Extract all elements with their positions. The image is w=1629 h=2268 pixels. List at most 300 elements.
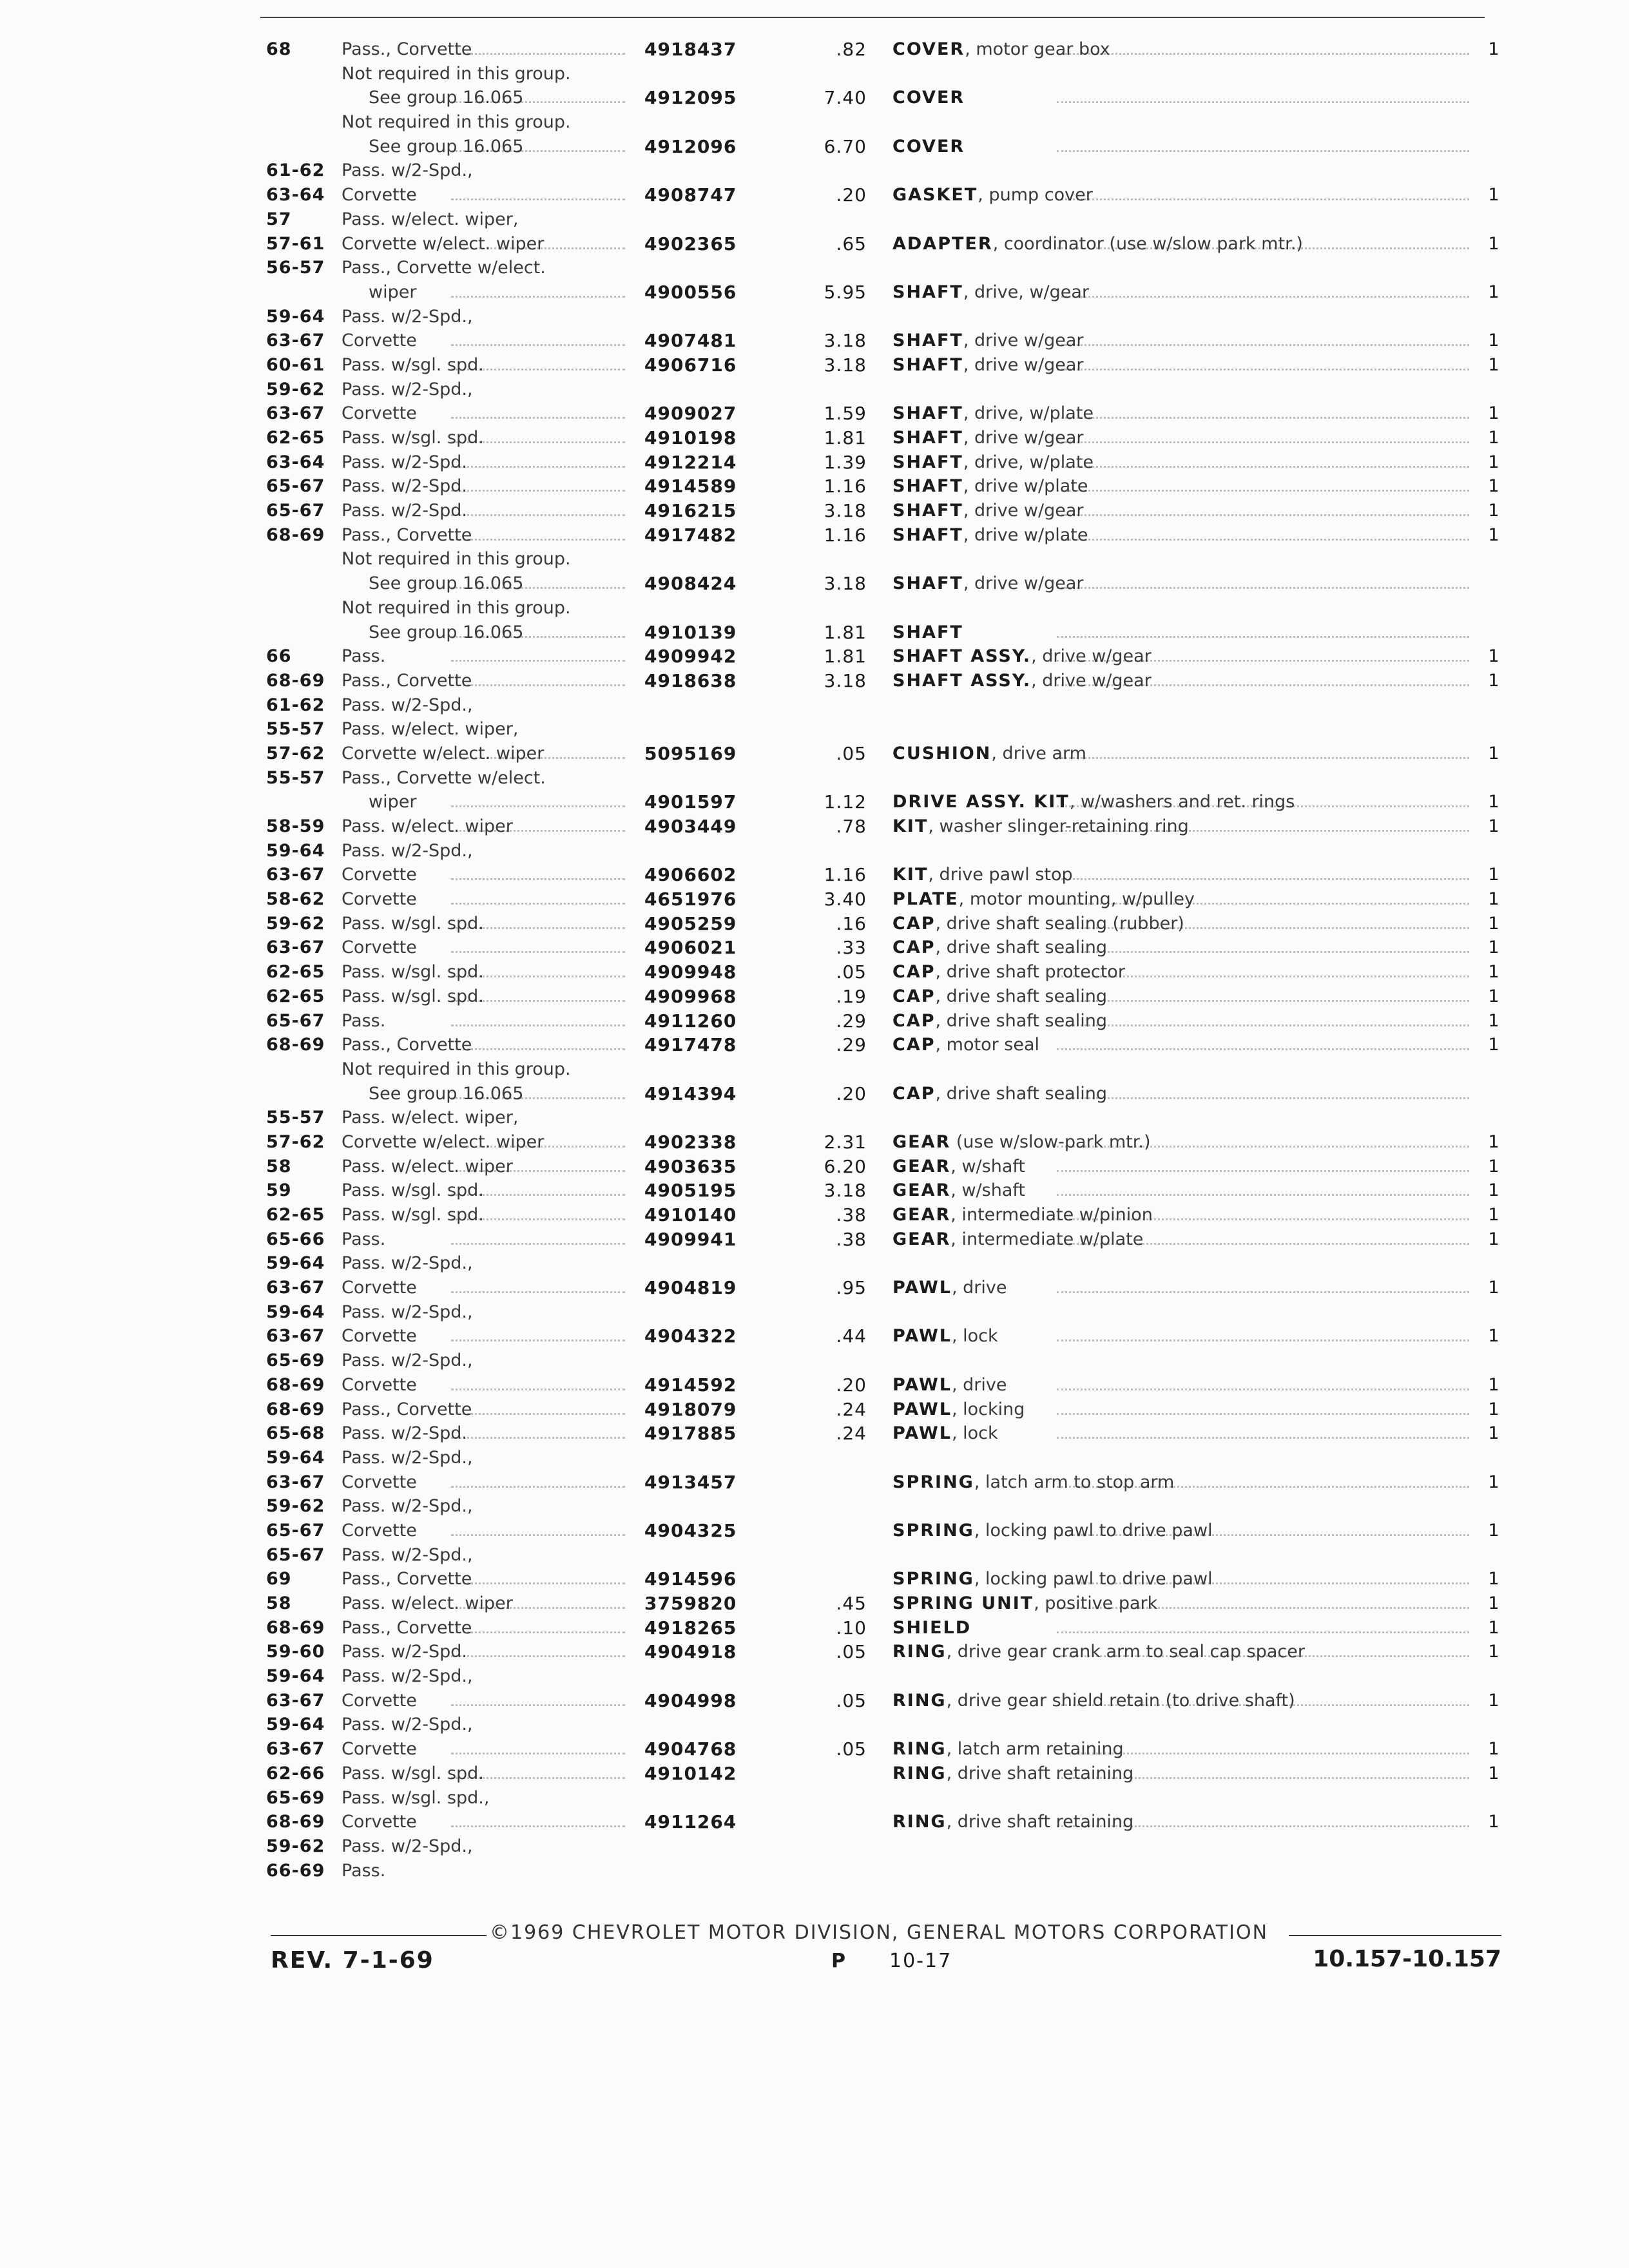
list-price: 5.95	[824, 281, 867, 303]
part-description	[892, 426, 1447, 450]
part-name: SHAFT	[892, 573, 963, 594]
table-row	[0, 742, 1629, 766]
model-years: 59-64	[266, 1715, 325, 1735]
part-detail: , drive shaft sealing (rubber)	[935, 913, 1184, 934]
table-row	[0, 1373, 1629, 1398]
list-price: .29	[836, 1034, 867, 1056]
table-row	[0, 1446, 1629, 1470]
model-application: Pass. w/elect. wiper	[342, 1156, 513, 1177]
list-price: 7.40	[824, 87, 867, 109]
model-years: 62-65	[266, 986, 325, 1006]
table-row	[0, 1713, 1629, 1737]
list-price: .65	[836, 233, 867, 255]
part-detail: , drive w/gear	[1031, 670, 1152, 691]
part-name: RING	[892, 1642, 947, 1662]
part-detail: , w/shaft	[950, 1180, 1025, 1201]
list-price: .44	[836, 1325, 867, 1347]
table-row	[0, 1567, 1629, 1591]
list-price: .20	[836, 1374, 867, 1396]
list-price: 1.81	[824, 427, 867, 448]
part-number: 4918437	[644, 39, 737, 60]
part-number: 4914394	[644, 1082, 737, 1104]
part-description	[892, 450, 1447, 475]
model-application: Pass. w/sgl. spd.	[342, 1763, 484, 1783]
model-application: Pass. w/2-Spd.	[342, 1423, 468, 1444]
part-number: 4902338	[644, 1131, 737, 1153]
quantity: 1	[1488, 937, 1499, 958]
part-detail: , drive shaft sealing	[935, 1010, 1107, 1031]
list-price: 3.18	[824, 1180, 867, 1202]
part-description	[892, 1689, 1447, 1713]
model-application: Pass. w/2-Spd.,	[342, 306, 473, 327]
model-application: Corvette	[342, 1520, 417, 1541]
part-number: 4904918	[644, 1641, 737, 1663]
model-application: Not required in this group.	[342, 63, 571, 84]
quantity: 1	[1488, 1569, 1499, 1590]
table-row	[0, 62, 1629, 86]
part-number: 4910142	[644, 1762, 737, 1784]
table-row	[0, 110, 1629, 135]
quantity: 1	[1488, 1399, 1499, 1419]
part-detail: , drive w/gear	[963, 573, 1084, 594]
quantity: 1	[1488, 1690, 1499, 1711]
part-name: PAWL	[892, 1326, 952, 1347]
quantity: 1	[1488, 1812, 1499, 1832]
model-years: 63-67	[266, 1278, 325, 1298]
quantity: 1	[1488, 1035, 1499, 1055]
part-name: SHAFT	[892, 331, 963, 351]
model-application: Corvette	[342, 1690, 417, 1711]
part-name: RING	[892, 1690, 947, 1711]
model-years: 63-67	[266, 1739, 325, 1760]
part-description	[892, 912, 1447, 936]
table-row	[0, 280, 1629, 305]
part-description	[892, 620, 1447, 645]
model-application: Corvette	[342, 185, 417, 206]
part-detail: , latch arm to stop arm	[974, 1472, 1175, 1492]
table-row	[0, 547, 1629, 572]
model-years: 61-62	[266, 695, 325, 715]
model-application: Pass. w/2-Spd.	[342, 452, 468, 472]
table-row	[0, 1859, 1629, 1883]
table-row	[0, 305, 1629, 329]
model-application: Pass. w/elect. wiper	[342, 1593, 513, 1613]
quantity: 1	[1488, 1156, 1499, 1177]
model-years: 59-64	[266, 306, 325, 327]
model-application: Not required in this group.	[342, 549, 571, 570]
section-number: 10.157-10.157	[1313, 1946, 1501, 1972]
part-number: 4911264	[644, 1811, 737, 1833]
part-detail: , motor seal	[935, 1035, 1039, 1055]
model-application: Pass., Corvette	[342, 670, 472, 691]
list-price: 3.18	[824, 573, 867, 595]
list-price: 3.18	[824, 669, 867, 691]
part-name: COVER	[892, 88, 965, 108]
quantity: 1	[1488, 1642, 1499, 1662]
part-name: GASKET	[892, 185, 978, 206]
part-name: RING	[892, 1739, 947, 1760]
model-application: Pass. w/2-Spd.,	[342, 379, 473, 399]
part-description	[892, 1203, 1447, 1227]
part-description	[892, 1591, 1447, 1616]
part-description	[892, 1616, 1447, 1640]
part-number: 4900556	[644, 281, 737, 303]
part-detail: , coordinator (use w/slow park mtr.)	[992, 233, 1303, 254]
model-application: Pass. w/2-Spd.,	[342, 160, 473, 181]
quantity: 1	[1488, 1739, 1499, 1760]
part-detail: , w/washers and ret. rings	[1069, 792, 1295, 812]
part-number: 4912095	[644, 87, 737, 109]
list-price: 6.20	[824, 1155, 867, 1177]
table-row	[0, 936, 1629, 960]
table-row	[0, 1398, 1629, 1422]
part-number: 4910140	[644, 1204, 737, 1225]
part-description	[892, 1009, 1447, 1033]
part-detail: , locking pawl to drive pawl	[974, 1569, 1213, 1590]
list-price: .20	[836, 184, 867, 206]
part-number: 4918265	[644, 1617, 737, 1639]
part-description	[892, 1227, 1447, 1252]
model-application: Pass. w/2-Spd.,	[342, 1666, 473, 1687]
table-row	[0, 1324, 1629, 1349]
model-years: 63-67	[266, 937, 325, 958]
model-years: 59-64	[266, 1253, 325, 1274]
model-application: Corvette	[342, 1812, 417, 1832]
part-description	[892, 1130, 1447, 1155]
model-application: Pass. w/sgl. spd.	[342, 913, 484, 934]
table-row	[0, 717, 1629, 742]
part-description	[892, 1421, 1447, 1446]
list-price: 1.16	[824, 524, 867, 546]
table-row	[0, 1276, 1629, 1300]
part-name: COVER	[892, 39, 965, 59]
part-description	[892, 572, 1447, 596]
part-name: CAP	[892, 1035, 936, 1055]
part-number: 5095169	[644, 742, 737, 764]
part-name: CAP	[892, 913, 936, 934]
part-name: PAWL	[892, 1399, 952, 1419]
model-application: Corvette	[342, 403, 417, 424]
part-description	[892, 1640, 1447, 1664]
part-name: CUSHION	[892, 743, 992, 764]
part-detail: , drive w/gear	[1031, 646, 1152, 667]
part-number: 4918079	[644, 1398, 737, 1420]
model-application: Pass. w/sgl. spd.	[342, 428, 484, 448]
model-years: 57-62	[266, 743, 325, 764]
model-application: Pass. w/sgl. spd.,	[342, 1787, 490, 1808]
part-description	[892, 936, 1447, 960]
table-row	[0, 1057, 1629, 1082]
part-number: 4902365	[644, 233, 737, 255]
table-row	[0, 378, 1629, 402]
parts-table	[0, 37, 1629, 1883]
part-name: DRIVE ASSY. KIT	[892, 792, 1070, 812]
model-years: 63-67	[266, 865, 325, 885]
part-number: 4905195	[644, 1180, 737, 1202]
model-application: Corvette	[342, 1472, 417, 1492]
part-description	[892, 1082, 1447, 1106]
model-application: Pass. w/2-Spd.	[342, 501, 468, 521]
table-row	[0, 1251, 1629, 1276]
model-years: 62-65	[266, 428, 325, 448]
part-description	[892, 1324, 1447, 1349]
model-years: 65-66	[266, 1229, 325, 1249]
model-years: 66-69	[266, 1860, 325, 1881]
list-price: .82	[836, 39, 867, 60]
part-number: 4903449	[644, 816, 737, 837]
list-price: 1.16	[824, 476, 867, 497]
part-name: SHAFT	[892, 354, 963, 375]
quantity: 1	[1488, 1229, 1499, 1249]
model-application: Pass., Corvette	[342, 1617, 472, 1638]
model-years: 58	[266, 1156, 292, 1177]
model-years: 63-67	[266, 331, 325, 351]
model-years: 59-62	[266, 379, 325, 399]
table-row	[0, 790, 1629, 814]
list-price: .05	[836, 1689, 867, 1711]
quantity: 1	[1488, 1472, 1499, 1492]
quantity: 1	[1488, 185, 1499, 206]
table-row	[0, 1227, 1629, 1252]
model-application: Pass. w/elect. wiper	[342, 816, 513, 836]
part-detail: , locking pawl to drive pawl	[974, 1520, 1213, 1541]
list-price: .24	[836, 1423, 867, 1445]
list-price: .45	[836, 1593, 867, 1614]
table-row	[0, 1009, 1629, 1033]
model-years: 56-57	[266, 258, 325, 278]
part-number: 4906602	[644, 864, 737, 886]
part-name: SHAFT	[892, 476, 963, 497]
table-row	[0, 1349, 1629, 1373]
part-name: GEAR	[892, 1156, 951, 1177]
part-number: 4909948	[644, 961, 737, 983]
part-description	[892, 474, 1447, 499]
list-price: 3.40	[824, 889, 867, 910]
quantity: 1	[1488, 354, 1499, 375]
model-application: See group 16.065	[369, 88, 524, 108]
table-row	[0, 1689, 1629, 1713]
table-row	[0, 960, 1629, 985]
part-description	[892, 1178, 1447, 1203]
part-name: SHAFT ASSY.	[892, 646, 1032, 667]
part-detail: , washer slinger-retaining ring	[928, 816, 1189, 836]
list-price: .29	[836, 1010, 867, 1032]
model-years: 58-59	[266, 816, 325, 836]
list-price: .05	[836, 1641, 867, 1663]
part-description	[892, 1470, 1447, 1495]
footer-rule-right	[1289, 1935, 1501, 1936]
part-number: 4909968	[644, 985, 737, 1007]
part-detail: , motor mounting, w/pulley	[958, 889, 1195, 910]
model-years: 55-57	[266, 719, 325, 740]
footer-rule-left	[271, 1935, 487, 1936]
part-description	[892, 401, 1447, 426]
part-description	[892, 353, 1447, 378]
part-description	[892, 523, 1447, 548]
part-number: 4904998	[644, 1689, 737, 1711]
model-years: 68-69	[266, 524, 325, 545]
list-price: 2.31	[824, 1131, 867, 1153]
quantity: 1	[1488, 233, 1499, 254]
model-application: Pass. w/sgl. spd.	[342, 1205, 484, 1225]
model-years: 66	[266, 646, 292, 667]
part-number: 3759820	[644, 1593, 737, 1614]
quantity: 1	[1488, 913, 1499, 934]
model-application: Pass. w/sgl. spd.	[342, 354, 484, 375]
quantity: 1	[1488, 792, 1499, 812]
part-number: 4909942	[644, 646, 737, 668]
model-application: Pass., Corvette w/elect.	[342, 767, 546, 788]
part-number: 4905259	[644, 912, 737, 934]
part-name: SPRING	[892, 1569, 974, 1590]
model-years: 68-69	[266, 1617, 325, 1638]
part-number: 4904325	[644, 1519, 737, 1541]
part-description	[892, 1398, 1447, 1422]
model-years: 65-68	[266, 1423, 325, 1444]
list-price: .19	[836, 985, 867, 1007]
part-name: CAP	[892, 1010, 936, 1031]
model-years: 59-62	[266, 1496, 325, 1517]
part-name: PLATE	[892, 889, 959, 910]
quantity: 1	[1488, 501, 1499, 521]
part-name: SHAFT	[892, 622, 963, 642]
table-row	[0, 669, 1629, 693]
part-detail: , drive shaft retaining	[946, 1763, 1134, 1783]
part-description	[892, 135, 1447, 159]
quantity: 1	[1488, 816, 1499, 836]
table-row	[0, 183, 1629, 207]
model-years: 68-69	[266, 1035, 325, 1055]
part-number: 4904819	[644, 1277, 737, 1299]
model-application: See group 16.065	[369, 622, 524, 642]
table-row	[0, 620, 1629, 645]
part-name: GEAR	[892, 1180, 951, 1201]
part-name: RING	[892, 1763, 947, 1783]
part-detail: , drive shaft sealing	[935, 937, 1107, 958]
model-application: Pass.	[342, 1010, 386, 1031]
model-application: Pass. w/sgl. spd.	[342, 1180, 484, 1201]
list-price: 1.81	[824, 646, 867, 668]
table-row	[0, 985, 1629, 1009]
table-row	[0, 839, 1629, 863]
model-years: 63-67	[266, 403, 325, 424]
model-application: Pass. w/2-Spd.,	[342, 1544, 473, 1565]
quantity: 1	[1488, 1278, 1499, 1298]
part-detail: , lock	[951, 1326, 998, 1347]
quantity: 1	[1488, 1374, 1499, 1395]
part-name: ADAPTER	[892, 233, 993, 254]
list-price: .33	[836, 937, 867, 959]
model-years: 58	[266, 1593, 292, 1613]
part-number: 4912214	[644, 451, 737, 473]
list-price: .24	[836, 1398, 867, 1420]
part-name: CAP	[892, 986, 936, 1006]
part-description	[892, 280, 1447, 305]
list-price: 1.16	[824, 864, 867, 886]
part-name: GEAR	[892, 1229, 951, 1249]
table-row	[0, 693, 1629, 718]
part-detail: , w/shaft	[950, 1156, 1025, 1177]
list-price: 6.70	[824, 135, 867, 157]
part-name: GEAR	[892, 1205, 951, 1225]
model-application: See group 16.065	[369, 136, 524, 157]
table-row	[0, 499, 1629, 523]
table-row	[0, 1300, 1629, 1325]
part-number: 4651976	[644, 889, 737, 910]
part-description	[892, 183, 1447, 207]
model-years: 68-69	[266, 1399, 325, 1419]
model-years: 61-62	[266, 160, 325, 181]
part-detail: , drive gear shield retain (to drive shaft)	[946, 1690, 1295, 1711]
part-detail: , intermediate w/pinion	[950, 1205, 1153, 1225]
model-years: 57-62	[266, 1131, 325, 1152]
part-name: SHAFT	[892, 501, 963, 521]
model-application: Corvette	[342, 1739, 417, 1760]
quantity: 1	[1488, 1010, 1499, 1031]
part-detail: , pump cover	[978, 185, 1093, 206]
quantity: 1	[1488, 743, 1499, 764]
list-price: 3.18	[824, 500, 867, 522]
part-detail: (use w/slow-park mtr.)	[950, 1131, 1151, 1152]
table-row	[0, 596, 1629, 620]
model-application: Pass. w/2-Spd.,	[342, 840, 473, 861]
table-row	[0, 1082, 1629, 1106]
list-price: .20	[836, 1082, 867, 1104]
part-number: 4903635	[644, 1155, 737, 1177]
model-years: 69	[266, 1569, 292, 1590]
table-row	[0, 1737, 1629, 1762]
part-description	[892, 814, 1447, 839]
part-name: CAP	[892, 962, 936, 983]
part-description	[892, 329, 1447, 353]
part-detail: , drive	[951, 1374, 1007, 1395]
part-number: 4917482	[644, 524, 737, 546]
part-description	[892, 1519, 1447, 1543]
part-description	[892, 644, 1447, 669]
model-application: Pass. w/sgl. spd.	[342, 986, 484, 1006]
list-price: .78	[836, 816, 867, 837]
part-description	[892, 960, 1447, 985]
table-row	[0, 1810, 1629, 1834]
list-price: .38	[836, 1204, 867, 1225]
copyright-notice: ©1969 CHEVROLET MOTOR DIVISION, GENERAL MOTORS CORPORATION	[490, 1921, 1269, 1944]
part-number: 4911260	[644, 1010, 737, 1032]
model-application: Corvette w/elect. wiper	[342, 1131, 545, 1152]
model-application: Corvette	[342, 1326, 417, 1347]
table-row	[0, 1203, 1629, 1227]
part-detail: , drive shaft retaining	[946, 1812, 1134, 1832]
part-detail: , drive w/gear	[963, 354, 1084, 375]
quantity: 1	[1488, 1617, 1499, 1638]
part-description	[892, 1737, 1447, 1762]
part-name: RING	[892, 1812, 947, 1832]
list-price: 1.81	[824, 621, 867, 643]
model-application: wiper	[369, 282, 417, 302]
model-application: Pass., Corvette	[342, 1569, 472, 1590]
model-years: 59-64	[266, 1302, 325, 1322]
quantity: 1	[1488, 403, 1499, 424]
model-years: 59-62	[266, 913, 325, 934]
quantity: 1	[1488, 476, 1499, 497]
quantity: 1	[1488, 1180, 1499, 1201]
table-row	[0, 887, 1629, 912]
part-detail: , intermediate w/plate	[950, 1229, 1144, 1249]
model-application: Pass. w/2-Spd.,	[342, 695, 473, 715]
part-name: SHAFT	[892, 524, 963, 545]
model-application: Pass. w/2-Spd.,	[342, 1715, 473, 1735]
table-row	[0, 1106, 1629, 1130]
model-years: 59	[266, 1180, 292, 1201]
